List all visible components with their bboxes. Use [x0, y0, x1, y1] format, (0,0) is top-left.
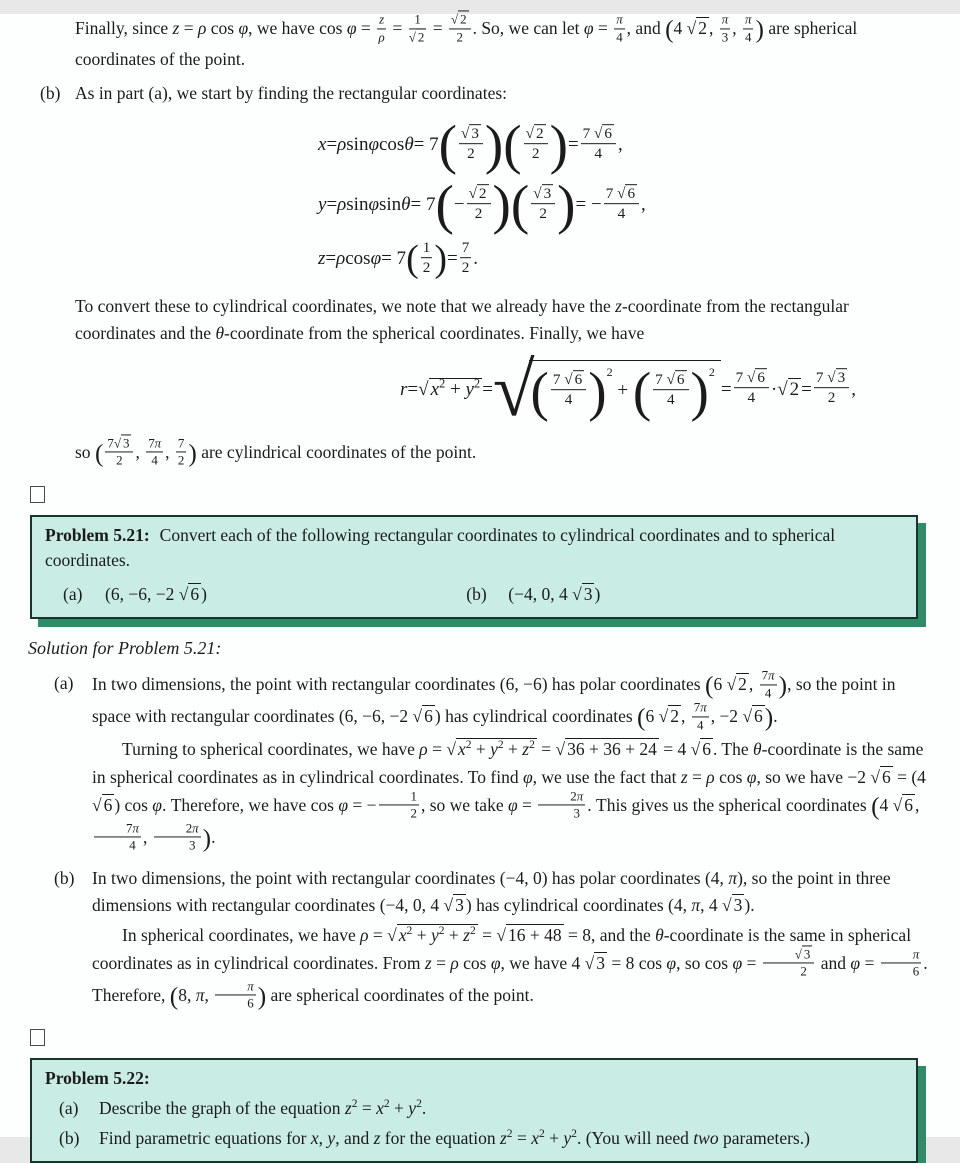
solution-part-a	[54, 667, 934, 855]
equation-y: y = ρ sin φ sin θ = 7 ( − √ 2 2 ) ( √ 3 2 ) = − 7 √ 6 4 ,	[318, 174, 646, 236]
solution-part-a-text	[92, 667, 934, 855]
problem-5-21-part-b	[448, 580, 903, 608]
problem-5-22-part-a	[45, 1095, 903, 1122]
equation-x: x = ρ sin φ cos θ = 7 ( √ 3 2 ) ( √ 2 2 ) = 7 √ 6 4 ,	[318, 114, 623, 176]
solution-part-a-label: (a)	[54, 673, 74, 694]
solution-part-b-text	[92, 865, 934, 1013]
qed-square-1	[30, 486, 45, 503]
part-b-intro	[40, 80, 930, 107]
problem-5-21-part-a-label: (a)	[63, 583, 83, 604]
problem-5-21-parts	[45, 580, 903, 608]
equation-z: z = ρ cos φ = 7 ( 1 2 ) = 7 2 .	[318, 238, 479, 281]
paragraph-convert-cylindrical: To convert these to cylindrical coordinates, we note that we already have the z-coordinate from the rectangular coordinates and the θ-coordinate from the spherical coordinates. Finally, we have	[75, 296, 849, 344]
problem-5-21-statement	[45, 523, 903, 574]
paragraph-so-cylindrical: so ( $\frac{7√ 3}{2}$ , $\frac{7\pi}{4}$ , $\frac{7}{2}$ ) are cylindrical coordinates of the point.	[75, 434, 477, 468]
solution-a-paragraph-2: Turning to spherical coordinates, we have ρ = √ $x^2 + y^2 + z^2$ = √ 36 + 36 + 24 = 4 √ 6 . The θ-coordinate is the same in spherical coordinates as in cylindrical coordinates. To find φ, we use the fact that z = ρ cos φ, so we have −2 √ 6 = (4 √ 6 ) cos φ. Therefore, we have cos φ = − $\frac{1}{2}$ , so we take φ = $\frac{2\pi}{3}$ . This gives us the spherical coordinates (4 √ 6 , $\frac{7\pi}{4}$ , $\frac{2\pi}{3}$ ).	[92, 739, 926, 853]
problem-5-21-body: Convert each of the following rectangular coordinates to cylindrical coordinates and to spherical coordinates.	[45, 524, 836, 571]
solution-a-paragraph-1: In two dimensions, the point with rectangular coordinates (6, −6) has polar coordinates (6 √ 2 , $\frac{7\pi}{4}$ ), so the point in space with rectangular coordinates (6, −6, −2 √ 6 ) has cylindrical coordinates (6 √ 2 , $\frac{7\pi}{4}$ , −2 √ 6).	[92, 667, 896, 733]
problem-5-21-part-b-value: (−4, 0, 4 √ 3 )	[508, 583, 601, 604]
problem-5-22-part-b	[45, 1125, 903, 1152]
problem-5-22-box	[30, 1058, 918, 1163]
part-b-text: As in part (a), we start by finding the rectangular coordinates:	[75, 83, 508, 104]
problem-5-21-part-b-label: (b)	[466, 583, 487, 604]
solution-b-paragraph-2: In spherical coordinates, we have ρ = √ $x^2 + y^2 + z^2$ = √ 16 + 48 = 8, and the θ-coordinate is the same in spherical coordinates as in cylindrical coordinates. From z = ρ cos φ, we have 4 √ 3 = 8 cos φ, so cos φ = $\frac{√ 3}{2}$ and φ = $\frac{\pi}{6}$ . Therefore, (8, π, $\frac{\pi}{6}$ ) are spherical coordinates of the point.	[92, 924, 928, 1011]
display-equation-block	[318, 115, 960, 283]
paragraph-finally: Finally, since z = ρ cos φ, we have cos φ = $\frac{z}{\rho}$ = $\frac{1}{√ 2}$ = $\frac{√ 2}{2}$ . So, we can let φ = $\frac{\pi}{4}$ , and (4 √ 2 , $\frac{\pi}{3}$ , $\frac{\pi}{4}$ ) are spherical coordinates of the point.	[75, 11, 858, 69]
problem-5-22-title-line	[45, 1066, 903, 1092]
problem-5-22-title: Problem 5.22:	[45, 1067, 150, 1088]
solution-b-paragraph-1: In two dimensions, the point with rectangular coordinates (−4, 0) has polar coordinates (4, π), so the point in three dimensions with rectangular coordinates (−4, 0, 4 √ 3 ) has cylindrical coordinates (4, π, 4 √ 3 ).	[92, 867, 891, 916]
solution-part-b	[54, 865, 934, 1013]
problem-5-22-part-b-label: (b)	[59, 1127, 80, 1148]
problem-5-21-part-a-value: (6, −6, −2 √ 6 )	[105, 583, 207, 604]
qed-square-2	[30, 1029, 45, 1046]
problem-5-22-part-a-label: (a)	[59, 1097, 79, 1118]
problem-5-22-part-b-text: Find parametric equations for x, y, and z for the equation $z^2 = x^2 + y^2$. (You will need two parameters.)	[99, 1127, 810, 1148]
textbook-page	[0, 11, 960, 1148]
solution-title: Solution for Problem 5.21:	[28, 637, 222, 658]
problem-5-21-title: Problem 5.21:	[45, 524, 150, 545]
problem-5-22-part-a-text: Describe the graph of the equation $z^2 = x^2 + y^2$.	[99, 1097, 427, 1118]
problem-5-21-part-a	[45, 580, 448, 608]
solution-part-b-label: (b)	[54, 867, 75, 888]
problem-5-21-box	[30, 515, 918, 619]
part-b-label: (b)	[40, 83, 61, 104]
equation-r: r = √ $x^2 + y^2$ = √ ( $\frac{7 √ 6}{4}$ )$^2$ + ( $\frac{7 √ 6}{4}$ )$^2$ = 7 √ 6 4 · √ 2 = 7 √ 3 2 ,	[400, 347, 856, 432]
